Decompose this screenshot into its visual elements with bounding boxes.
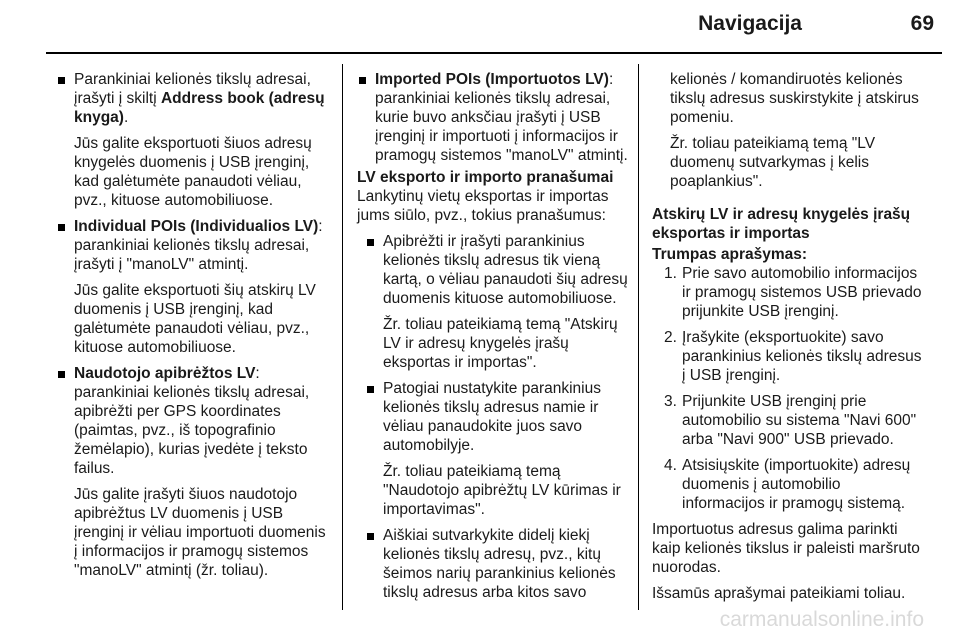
bullet-subtext: Žr. toliau pateikiamą temą "Atskirų LV ir adresų knygelės įrašų eksportas ir importas".	[383, 316, 618, 371]
step-number: 1.	[664, 265, 677, 282]
bullet-text: : parankiniai kelionės tikslų adresai, apibrėžti per GPS koordinates (paimtas, pvz., iš topografinio žemėlapio), kurias įvedėte į teksto failus.	[74, 365, 310, 477]
bullet-square-icon	[58, 77, 65, 84]
bullet-set-at-home	[365, 379, 629, 519]
step-item	[652, 392, 924, 449]
column-divider-1	[342, 64, 343, 610]
bullet-square-icon	[367, 386, 374, 393]
bullet-term: Individual POIs (Individualios LV)	[74, 218, 319, 235]
column-divider-2	[638, 64, 639, 610]
page-title: Navigacija	[698, 12, 802, 35]
bullet-text: Aiškiai sutvarkykite didelį kiekį kelionės tikslų adresų, pvz., kitų šeimos narių parankinius kelionės tikslų adresus arba kitos savo	[383, 527, 616, 601]
bullet-individual-pois	[56, 217, 328, 357]
bullet-text: : parankiniai kelionės tikslų adresai, kurie buvo anksčiau įrašyti į USB įrenginį ir importuoti į informacijos ir pramogų sistemos "manoLV" atmintį.	[375, 71, 628, 164]
bullet-square-icon	[58, 371, 65, 378]
bullet-square-icon	[58, 224, 65, 231]
bullet-square-icon	[367, 533, 374, 540]
step-text: Atsisiųskite (importuokite) adresų duomenis į automobilio informacijos ir pramogų sistemą.	[682, 457, 911, 512]
bullet-user-defined-pois	[56, 364, 328, 580]
step-text: Prie savo automobilio informacijos ir pramogų sistemos USB prievado prijunkite USB įrenginį.	[682, 265, 922, 320]
continued-text: kelionės / komandiruotės kelionės tikslų adresus suskirstykite į atskirus pomeniu.	[670, 71, 919, 126]
bullet-term: Naudotojo apibrėžtos LV	[74, 365, 256, 382]
bullet-square-icon	[367, 239, 374, 246]
step-number: 3.	[664, 393, 677, 410]
bullet-term: Address book (adresų knyga)	[74, 90, 325, 126]
section-heading: Atskirų LV ir adresų knygelės įrašų eksportas ir importas	[652, 206, 911, 242]
bullet-text: : parankiniai kelionės tikslų adresai, įrašyti į "manoLV" atmintį.	[74, 218, 323, 273]
step-item	[652, 456, 924, 513]
step-text: Prijunkite USB įrenginį prie automobilio su sistema "Navi 600" arba "Navi 900" USB prievado.	[682, 393, 917, 448]
section-intro: Lankytinų vietų eksportas ir importas jums siūlo, pvz., tokius pranašumus:	[357, 188, 609, 224]
bullet-define-once	[365, 232, 629, 372]
step-text: Įrašykite (eksportuokite) savo parankinius kelionės tikslų adresus į USB įrenginį.	[682, 329, 922, 384]
bullet-text-end: .	[123, 109, 129, 126]
bullet-text: Apibrėžti ir įrašyti parankinius kelionės tikslų adresus tik vieną kartą, o vėliau panaudoti šių adresų duomenis kituose automobiliuose.	[383, 233, 628, 307]
bullet-organize	[365, 526, 629, 602]
column-2	[357, 70, 629, 602]
bullet-subtext: Jūs galite įrašyti šiuos naudotojo apibrėžtus LV duomenis į USB įrenginį ir vėliau importuoti duomenis į informacijos ir pramogų sistemos "manoLV" atmintį (žr. toliau).	[74, 486, 326, 579]
section-heading: LV eksporto ir importo pranašumai	[357, 169, 614, 186]
bullet-square-icon	[359, 77, 366, 84]
bullet-term: Imported POIs (Importuotos LV)	[375, 71, 609, 88]
step-item	[652, 328, 924, 385]
paragraph: Importuotus adresus galima parinkti kaip kelionės tikslus ir paleisti maršruto nuorodas.	[652, 521, 920, 576]
section-subheading: Trumpas aprašymas:	[652, 246, 808, 263]
bullet-subtext: Jūs galite eksportuoti šiuos adresų knygelės duomenis į USB įrenginį, kad galėtumėte panaudoti vėliau, pvz., kituose automobiliuose.	[74, 135, 312, 209]
step-item	[652, 264, 924, 321]
paragraph: Išsamūs aprašymai pateikiami toliau.	[652, 585, 906, 602]
step-number: 2.	[664, 329, 677, 346]
bullet-address-book	[56, 70, 328, 210]
watermark: carmanualsonline.info	[719, 608, 924, 631]
bullet-subtext: Jūs galite eksportuoti šių atskirų LV duomenis į USB įrenginį, kad galėtumėte panaudoti vėliau, pvz., kituose automobiliuose.	[74, 282, 316, 356]
header-rule	[46, 52, 942, 54]
bullet-text: Patogiai nustatykite parankinius kelionės tikslų adresus namie ir vėliau panaudokite juos savo automobilyje.	[383, 380, 601, 454]
page-number: 69	[910, 12, 934, 35]
bullet-imported-pois	[357, 70, 629, 165]
column-1	[56, 70, 328, 587]
column-3	[652, 70, 924, 610]
step-number: 4.	[664, 457, 677, 474]
continued-subtext: Žr. toliau pateikiamą temą "LV duomenų sutvarkymas į kelis poaplankius".	[670, 135, 876, 190]
bullet-subtext: Žr. toliau pateikiamą temą "Naudotojo apibrėžtų LV kūrimas ir importavimas".	[383, 463, 621, 518]
bullet-text: Parankiniai kelionės tikslų adresai, įrašyti į skiltį	[74, 71, 311, 107]
